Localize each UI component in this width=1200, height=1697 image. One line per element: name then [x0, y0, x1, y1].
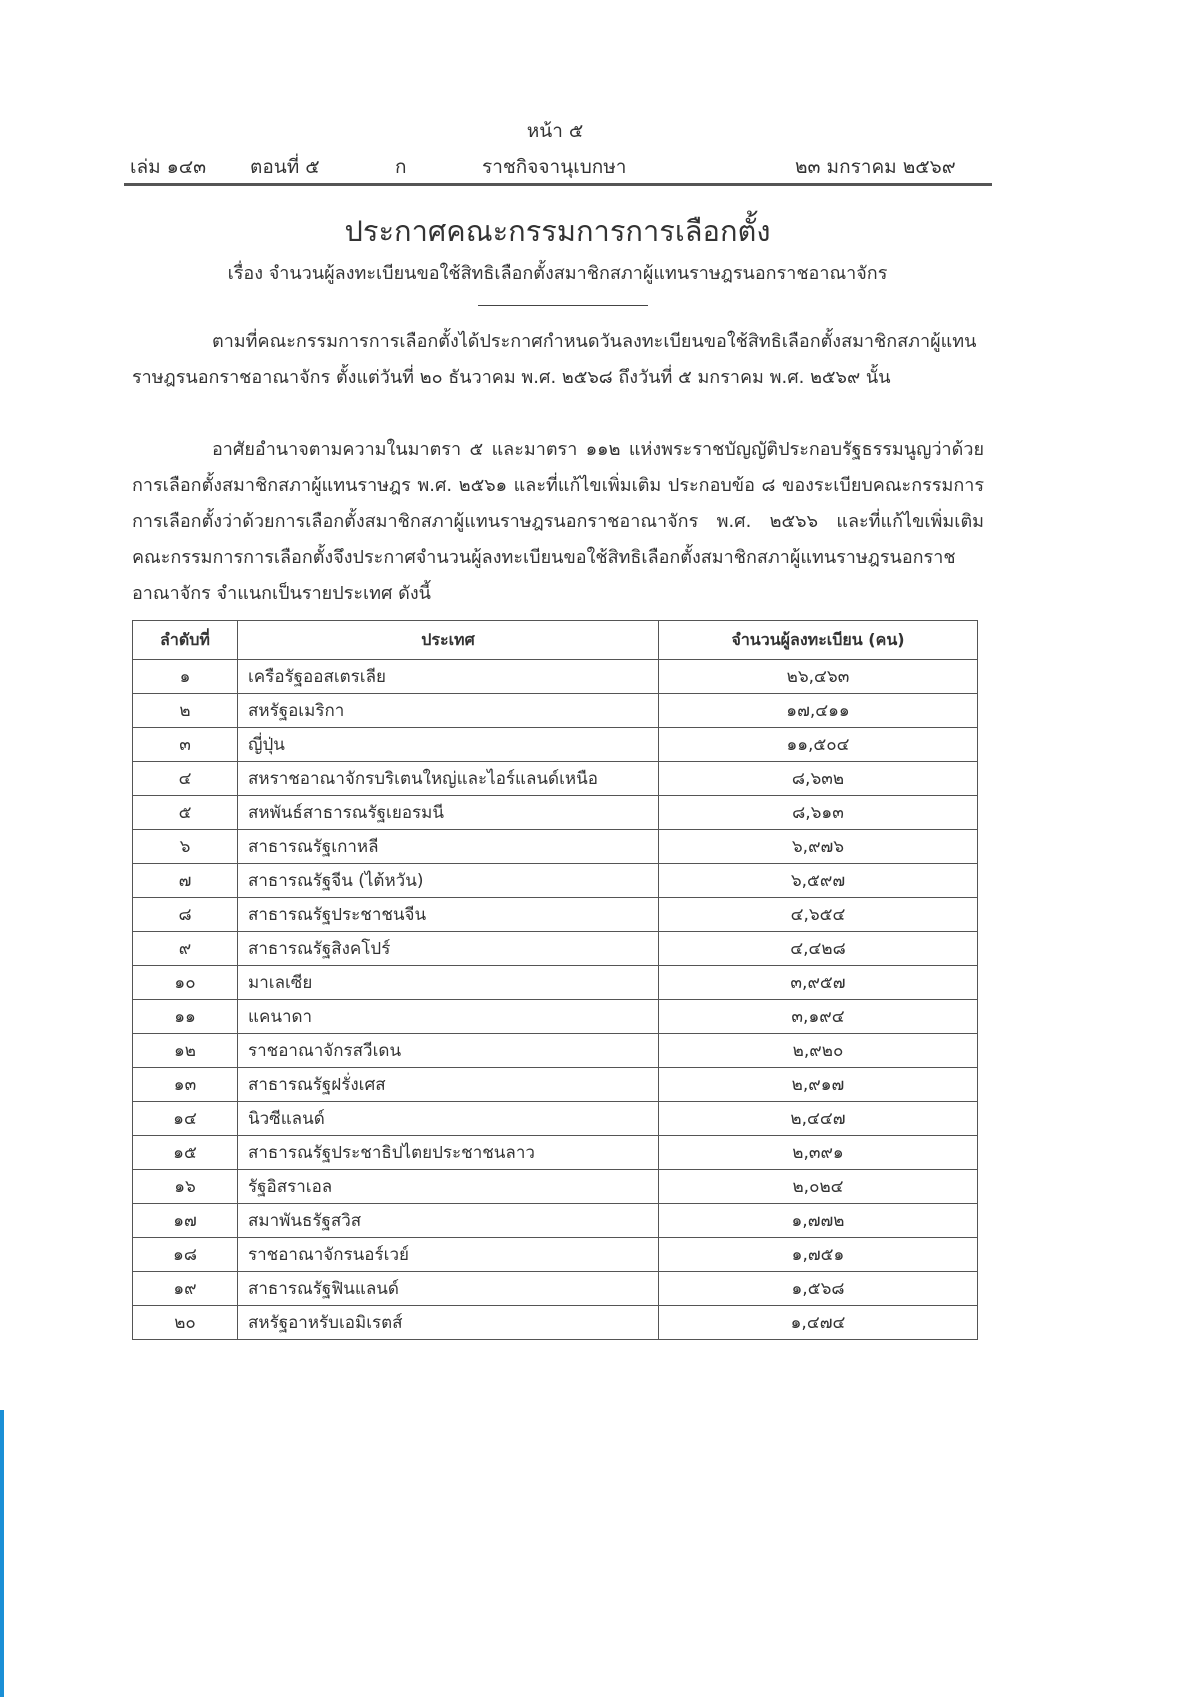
row-country: สหราชอาณาจักรบริเตนใหญ่และไอร์แลนด์เหนือ: [238, 762, 659, 796]
row-order: ๖: [133, 830, 238, 864]
row-country: สหรัฐอเมริกา: [238, 694, 659, 728]
registration-table: [132, 620, 978, 1340]
row-order: ๑๔: [133, 1102, 238, 1136]
table-row: [133, 728, 978, 762]
paragraph-2: อาศัยอำนาจตามความในมาตรา ๕ และมาตรา ๑๑๒ แห่งพระราชบัญญัติประกอบรัฐธรรมนูญว่าด้วยการเลือกตั้งสมาชิกสภาผู้แทนราษฎร พ.ศ. ๒๕๖๑ และที่แก้ไขเพิ่มเติม ประกอบข้อ ๘ ของระเบียบคณะกรรมการการเลือกตั้งว่าด้วยการเลือกตั้งสมาชิกสภาผู้แทนราษฎรนอกราชอาณาจักร พ.ศ. ๒๕๖๖ และที่แก้ไขเพิ่มเติม คณะกรรมการการเลือกตั้งจึงประกาศจำนวนผู้ลงทะเบียนขอใช้สิทธิเลือกตั้งสมาชิกสภาผู้แทนราษฎรนอกราชอาณาจักร จำแนกเป็นรายประเทศ ดังนี้: [132, 439, 984, 604]
row-order: ๑๙: [133, 1272, 238, 1306]
row-country: ราชอาณาจักรสวีเดน: [238, 1034, 659, 1068]
table-row: [133, 660, 978, 694]
paragraph-1: ตามที่คณะกรรมการการเลือกตั้งได้ประกาศกำหนดวันลงทะเบียนขอใช้สิทธิเลือกตั้งสมาชิกสภาผู้แทนราษฎรนอกราชอาณาจักร ตั้งแต่วันที่ ๒๐ ธันวาคม พ.ศ. ๒๕๖๘ ถึงวันที่ ๕ มกราคม พ.ศ. ๒๕๖๙ นั้น: [132, 331, 977, 388]
row-count: ๘,๖๑๓: [659, 796, 978, 830]
table-row: [133, 762, 978, 796]
row-order: ๕: [133, 796, 238, 830]
document-subject: เรื่อง จำนวนผู้ลงทะเบียนขอใช้สิทธิเลือกตั้งสมาชิกสภาผู้แทนราษฎรนอกราชอาณาจักร: [227, 263, 888, 284]
row-order: ๓: [133, 728, 238, 762]
row-order: ๑๘: [133, 1238, 238, 1272]
row-count: ๒,๙๑๗: [659, 1068, 978, 1102]
row-order: ๑๕: [133, 1136, 238, 1170]
row-count: ๑,๔๗๔: [659, 1306, 978, 1340]
table-row: [133, 898, 978, 932]
table-row: [133, 1068, 978, 1102]
table-row: [133, 1000, 978, 1034]
table-row: [133, 1204, 978, 1238]
row-count: ๓,๙๕๗: [659, 966, 978, 1000]
row-order: ๔: [133, 762, 238, 796]
table-row: [133, 864, 978, 898]
row-order: ๘: [133, 898, 238, 932]
row-count: ๒,๔๔๗: [659, 1102, 978, 1136]
row-order: ๙: [133, 932, 238, 966]
part: ก: [395, 156, 407, 178]
table-row: [133, 1170, 978, 1204]
row-count: ๑๗,๔๑๑: [659, 694, 978, 728]
row-country: สาธารณรัฐสิงคโปร์: [238, 932, 659, 966]
row-country: สหรัฐอาหรับเอมิเรตส์: [238, 1306, 659, 1340]
document-title: ประกาศคณะกรรมการการเลือกตั้ง: [344, 214, 771, 248]
row-order: ๑๑: [133, 1000, 238, 1034]
gazette-date: ๒๓ มกราคม ๒๕๖๙: [795, 156, 956, 178]
row-country: สาธารณรัฐจีน (ไต้หวัน): [238, 864, 659, 898]
row-count: ๓,๑๙๔: [659, 1000, 978, 1034]
table-row: [133, 1102, 978, 1136]
table-header-row: [133, 621, 978, 660]
viewer-edge-bar: [0, 1410, 4, 1697]
header-order: ลำดับที่: [133, 621, 238, 660]
row-order: ๒: [133, 694, 238, 728]
page-number: หน้า ๕: [526, 120, 584, 142]
row-order: ๑๗: [133, 1204, 238, 1238]
row-country: สาธารณรัฐประชาธิปไตยประชาชนลาว: [238, 1136, 659, 1170]
table-row: [133, 1272, 978, 1306]
row-country: สหพันธ์สาธารณรัฐเยอรมนี: [238, 796, 659, 830]
table-row: [133, 694, 978, 728]
table-row: [133, 1238, 978, 1272]
row-count: ๒,๐๒๔: [659, 1170, 978, 1204]
table-row: [133, 1136, 978, 1170]
row-country: มาเลเซีย: [238, 966, 659, 1000]
row-country: ญี่ปุ่น: [238, 728, 659, 762]
row-order: ๑๐: [133, 966, 238, 1000]
row-country: สาธารณรัฐฟินแลนด์: [238, 1272, 659, 1306]
row-count: ๒๖,๔๖๓: [659, 660, 978, 694]
row-order: ๑: [133, 660, 238, 694]
row-country: สมาพันธรัฐสวิส: [238, 1204, 659, 1238]
row-country: รัฐอิสราเอล: [238, 1170, 659, 1204]
table-row: [133, 1306, 978, 1340]
header-rule: [124, 183, 992, 186]
row-order: ๗: [133, 864, 238, 898]
header-count: จำนวนผู้ลงทะเบียน (คน): [659, 621, 978, 660]
table-row: [133, 796, 978, 830]
row-country: นิวซีแลนด์: [238, 1102, 659, 1136]
row-count: ๑,๗๗๒: [659, 1204, 978, 1238]
row-country: ราชอาณาจักรนอร์เวย์: [238, 1238, 659, 1272]
row-country: แคนาดา: [238, 1000, 659, 1034]
row-order: ๑๓: [133, 1068, 238, 1102]
row-count: ๑,๗๕๑: [659, 1238, 978, 1272]
row-count: ๔,๖๕๔: [659, 898, 978, 932]
header-country: ประเทศ: [238, 621, 659, 660]
row-count: ๘,๖๓๒: [659, 762, 978, 796]
row-country: สาธารณรัฐฝรั่งเศส: [238, 1068, 659, 1102]
volume: เล่ม ๑๔๓: [130, 156, 207, 178]
row-country: เครือรัฐออสเตรเลีย: [238, 660, 659, 694]
row-country: สาธารณรัฐประชาชนจีน: [238, 898, 659, 932]
table-row: [133, 830, 978, 864]
row-count: ๖,๙๗๖: [659, 830, 978, 864]
row-order: ๒๐: [133, 1306, 238, 1340]
row-count: ๔,๔๒๘: [659, 932, 978, 966]
section: ตอนที่ ๕: [250, 156, 320, 178]
row-country: สาธารณรัฐเกาหลี: [238, 830, 659, 864]
table-row: [133, 932, 978, 966]
row-order: ๑๖: [133, 1170, 238, 1204]
title-divider: [478, 305, 648, 306]
row-count: ๖,๕๙๗: [659, 864, 978, 898]
table-row: [133, 1034, 978, 1068]
row-order: ๑๒: [133, 1034, 238, 1068]
row-count: ๒,๙๒๐: [659, 1034, 978, 1068]
gazette-name: ราชกิจจานุเบกษา: [482, 156, 627, 178]
row-count: ๒,๓๙๑: [659, 1136, 978, 1170]
row-count: ๑,๕๖๘: [659, 1272, 978, 1306]
row-count: ๑๑,๕๐๔: [659, 728, 978, 762]
table-row: [133, 966, 978, 1000]
